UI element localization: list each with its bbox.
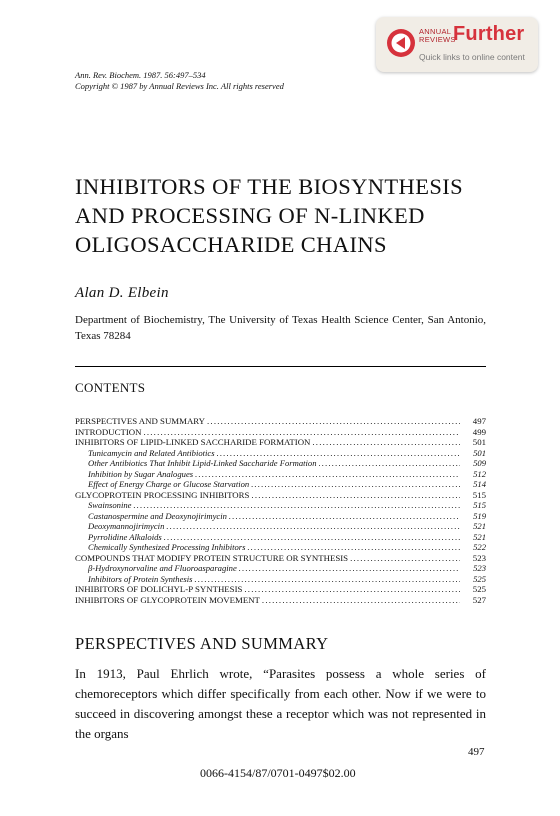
toc-entry-label: INHIBITORS OF GLYCOPROTEIN MOVEMENT [75,594,260,605]
toc-entry-page: 515 [473,500,486,510]
journal-citation-block [75,70,284,92]
toc-entry[interactable] [75,595,486,606]
footer-price-code: 0066-4154/87/0701-0497$02.00 [200,766,356,780]
toc-entry-label: INHIBITORS OF LIPID-LINKED SACCHARIDE FORMATION [75,437,311,447]
toc-leader-dots [312,437,460,447]
toc-entry-label: INHIBITORS OF DOLICHYL-P SYNTHESIS [75,584,243,594]
toc-entry[interactable] [75,500,486,511]
toc-leader-dots [164,532,460,542]
toc-entry[interactable] [75,437,486,448]
toc-entry-label: Inhibitors of Protein Synthesis [88,573,193,584]
page-number: 497 [468,746,485,758]
toc-leader-dots [247,542,460,552]
toc-entry[interactable] [75,448,486,459]
toc-entry[interactable] [75,521,486,532]
toc-entry-label: β-Hydroxynorvaline and Fluoroasparagine [88,563,237,573]
toc-leader-dots [251,479,460,489]
toc-entry[interactable] [75,416,486,427]
toc-entry[interactable] [75,542,486,553]
author-affiliation: Department of Biochemistry, The University of Texas Health Science Center, San Antonio, Texas 78284 [75,314,486,342]
toc-entry-page: 527 [472,594,486,605]
toc-leader-dots [166,521,460,531]
toc-entry-label: INTRODUCTION [75,426,142,437]
toc-entry-label: Tunicamycin and Related Antibiotics [88,447,215,458]
journal-copyright: Copyright © 1987 by Annual Reviews Inc. All rights reserved [75,81,284,91]
toc-leader-dots [350,553,460,563]
toc-entry[interactable] [75,490,486,501]
badge-further-label: Further [453,23,525,45]
badge-subtitle: Quick links to online content [419,52,525,62]
toc-entry[interactable] [75,427,486,438]
toc-leader-dots [244,584,460,594]
toc-entry-page: 523 [473,563,486,573]
toc-leader-dots [217,448,460,458]
toc-entry-page: 521 [473,531,486,542]
toc-leader-dots [319,458,460,468]
journal-citation: Ann. Rev. Biochem. 1987. 56:497–534 [75,70,206,80]
toc-entry-page: 522 [473,542,486,552]
table-of-contents [75,416,486,605]
annual-reviews-logo-icon [386,28,416,58]
toc-entry-label: Deoxymannojirimycin [88,521,165,531]
toc-entry-page: 521 [473,521,486,531]
toc-leader-dots [194,574,460,584]
badge-publisher-name: ANNUAL REVIEWS [419,27,456,44]
toc-entry[interactable] [75,511,486,522]
toc-entry-page: 501 [473,447,486,458]
body-paragraph: In 1913, Paul Ehrlich wrote, “Parasites possess a whole series of chemoreceptors which differ specifically from each other. Now if we were to succeed in discovering amongst these a receptor which was not represented in the organs [75,666,486,741]
toc-leader-dots [251,490,460,500]
annual-reviews-further-badge[interactable] [376,17,538,72]
toc-entry-page: 509 [473,458,486,468]
toc-entry-label: Castanospermine and Deoxynojirimycin [88,510,227,521]
toc-entry-page: 525 [472,584,486,594]
toc-entry-label: Chemically Synthesized Processing Inhibitors [88,542,246,552]
toc-leader-dots [262,595,460,605]
title-line: INHIBITORS OF THE BIOSYNTHESIS [75,174,464,199]
toc-entry[interactable] [75,574,486,585]
toc-leader-dots [195,469,460,479]
divider-rule [75,366,486,367]
toc-entry-label: Other Antibiotics That Inhibit Lipid-Linked Saccharide Formation [88,458,317,468]
author-name: Alan D. Elbein [75,285,169,301]
toc-entry-page: 512 [473,468,486,479]
toc-entry-page: 501 [472,437,486,447]
toc-entry-label: Inhibition by Sugar Analogues [88,468,194,479]
toc-entry-page: 514 [473,479,486,489]
toc-entry-page: 497 [472,416,486,426]
toc-entry[interactable] [75,469,486,480]
toc-leader-dots [239,563,460,573]
toc-entry-label: Effect of Energy Charge or Glucose Starvation [88,479,250,489]
article-title [75,172,505,259]
toc-entry[interactable] [75,479,486,490]
toc-entry-label: PERSPECTIVES AND SUMMARY [75,416,206,426]
toc-entry[interactable] [75,584,486,595]
toc-leader-dots [143,427,460,437]
toc-leader-dots [133,500,460,510]
toc-leader-dots [229,511,460,521]
contents-heading: CONTENTS [75,380,146,395]
toc-entry-page: 515 [472,489,486,500]
toc-entry-page: 525 [473,573,486,584]
toc-entry[interactable] [75,532,486,543]
title-line: OLIGOSACCHARIDE CHAINS [75,232,387,257]
section-heading: PERSPECTIVES AND SUMMARY [75,634,329,653]
toc-entry-page: 499 [472,426,486,437]
toc-entry-page: 519 [473,510,486,521]
toc-entry[interactable] [75,563,486,574]
toc-entry-label: GLYCOPROTEIN PROCESSING INHIBITORS [75,489,250,500]
toc-entry-label: COMPOUNDS THAT MODIFY PROTEIN STRUCTURE OR SYNTHESIS [75,552,349,563]
toc-leader-dots [207,416,460,426]
toc-entry-page: 523 [472,552,486,563]
toc-entry[interactable] [75,553,486,564]
title-line: AND PROCESSING OF N-LINKED [75,203,425,228]
toc-entry[interactable] [75,458,486,469]
toc-entry-label: Swainsonine [88,500,132,510]
toc-entry-label: Pyrrolidine Alkaloids [88,531,162,542]
